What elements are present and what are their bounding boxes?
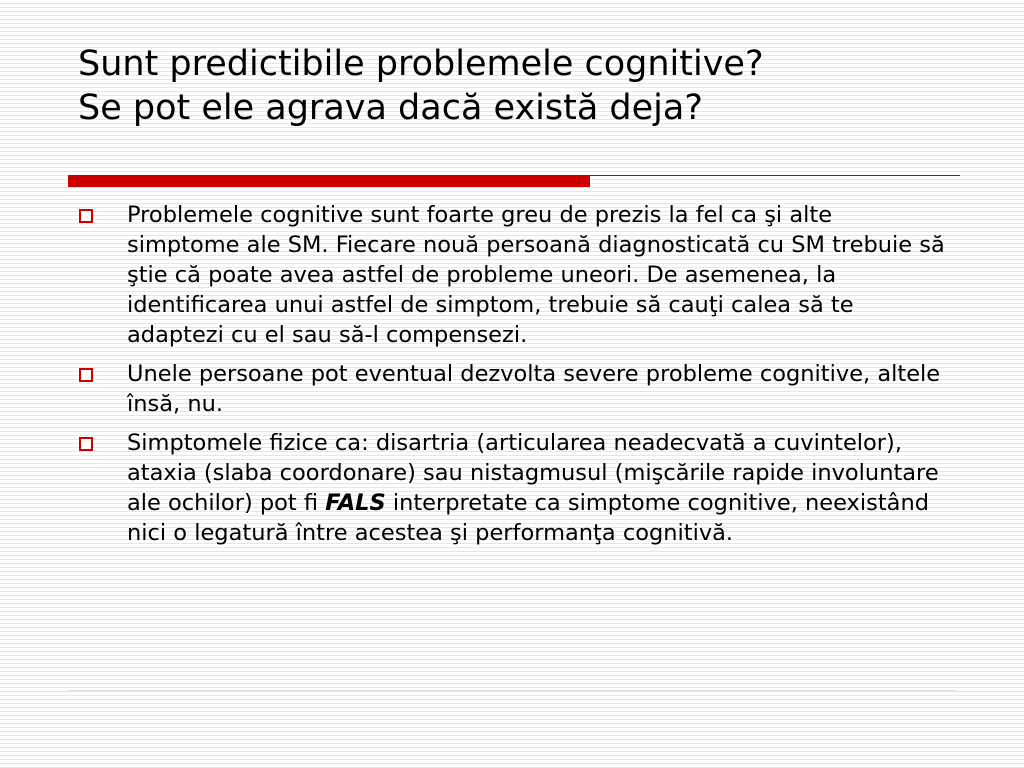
bullet-item-2 xyxy=(78,359,948,419)
bullet-text-part: interpretate ca simptome cognitive, neexistând nici o legatură între acestea şi performanţa cognitivă. xyxy=(127,490,930,546)
emphasis-text: FALS xyxy=(325,490,386,516)
hollow-square-icon xyxy=(79,368,93,382)
bullet-text: Problemele cognitive sunt foarte greu de prezis la fel ca şi alte simptome ale SM. Fiecare nouă persoană diagnosticată cu SM trebuie să ştie că poate avea astfel de probleme uneori. De asemenea, la identificarea unui astfel de simptom, trebuie să cauţi calea să te adaptezi cu el sau să-l compensezi. xyxy=(127,202,945,348)
bullet-text: Unele persoane pot eventual dezvolta severe probleme cognitive, altele însă, nu. xyxy=(127,361,941,417)
title-underline-bar xyxy=(68,175,590,187)
bullet-text xyxy=(127,428,948,548)
slide-title xyxy=(78,42,978,130)
bullet-list xyxy=(78,200,948,557)
title-underline-line xyxy=(590,175,960,176)
hollow-square-icon xyxy=(79,437,93,451)
footer-divider xyxy=(68,690,956,691)
bullet-text-part: Simptomele fizice ca: disartria (articularea neadecvată a cuvintelor), ataxia (slaba coordonare) sau nistagmusul (mişcările rapide involuntare ale ochilor) pot fi xyxy=(127,430,939,516)
bullet-item-3 xyxy=(78,428,948,548)
slide-title-line-1: Sunt predictibile problemele cognitive? xyxy=(78,44,764,84)
slide-title-line-2: Se pot ele agrava dacă există deja? xyxy=(78,88,703,128)
bullet-item-1 xyxy=(78,200,948,350)
hollow-square-icon xyxy=(79,209,93,223)
